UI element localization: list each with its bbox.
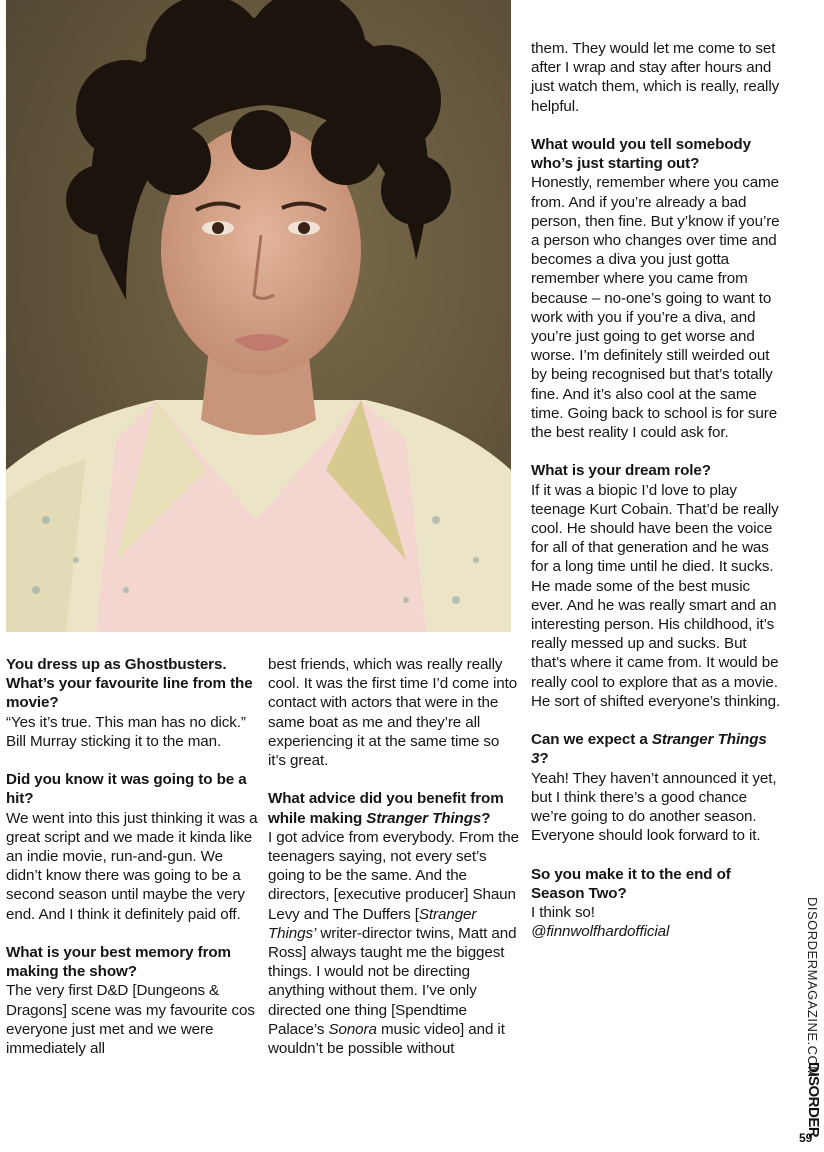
question-season-three	[531, 730, 781, 768]
question-end-of-season: So you make it to the end of Season Two?	[531, 865, 731, 902]
show-title: Stranger Things 3	[531, 731, 767, 768]
answer-advice-text-3: music video] and it wouldn’t be possible without	[268, 1020, 505, 1058]
music-video-title: Sonora	[328, 1020, 377, 1038]
answer-starting-out: Honestly, remember where you came from. And if you’re already a bad person, then fine. But y’know if you’re a person who changes over time and becomes a diva you just gotta remember where you came from because – no-one’s going to want to work with you if you’re a diva, and you’re just going to get worse and worse. I’m definitely still weirded out by being recognised but that’s totally fine. And it’s also cool at the same time. Going back to school is for sure the best reality I could ask for.	[531, 174, 780, 442]
magazine-logo: DISORDER	[805, 1062, 822, 1138]
answer-season-three: Yeah! They haven’t announced it yet, but I think there’s a good chance we’re going to do another season. Everyone should look forward to it.	[531, 769, 777, 845]
answer-end-of-season: I think so!	[531, 904, 595, 922]
article-column-1	[6, 655, 258, 1058]
question-season-three-text: Can we expect a	[531, 731, 652, 749]
question-mark: ?	[481, 809, 491, 827]
show-title: Stranger Things’	[268, 905, 477, 942]
answer-advice-text-1: I got advice from everybody. From the teenagers saying, not every set’s going to be the same. And the directors, [executive producer] Shaun Levy and The Duffers [	[268, 828, 519, 923]
question-dream-role: What is your dream role?	[531, 462, 711, 480]
answer-dream-role: If it was a biopic I’d love to play teenage Kurt Cobain. That’d be really cool. He should have been the voice for all of that generation and he was for a long time until he died. It sucks. He made some of the best music ever. And he was really smart and an interesting person. His childhood, it’s really messed up and sucks. But that’s where it came from. It would be really cool to explore that as a movie. He sort of shifted everyone’s thinking.	[531, 481, 781, 710]
magazine-url: DISORDERMAGAZINE.COM	[805, 897, 820, 1078]
answer-favourite-line: “Yes it’s true. This man has no dick.” Bill Murray sticking it to the man.	[6, 713, 246, 750]
question-advice	[268, 789, 520, 827]
question-starting-out: What would you tell somebody who’s just starting out?	[531, 136, 751, 173]
portrait-photo	[6, 0, 511, 632]
question-advice-text: What advice did you benefit from while making	[268, 790, 504, 827]
page-number: 59	[799, 1131, 813, 1145]
article-column-2	[268, 655, 520, 1058]
article-column-3	[531, 39, 781, 941]
answer-hit: We went into this just thinking it was a great script and we made it kinda like an indie movie, run-and-gun. We didn’t know there was going to be a second season until maybe the very end. And I think it definitely paid off.	[6, 809, 258, 923]
question-best-memory: What is your best memory from making the show?	[6, 944, 231, 981]
show-title: Stranger Things	[366, 809, 482, 827]
answer-advice	[268, 828, 520, 1058]
answer-best-memory-continued: best friends, which was really really cool. It was the first time I’d come into contact with actors that were in the same boat as me and they’re all experiencing it at the same time so it’s great.	[268, 656, 518, 770]
answer-best-memory: The very first D&D [Dungeons & Dragons] scene was my favourite cos everyone just met and we were immediately all	[6, 982, 255, 1058]
portrait-illustration	[6, 0, 511, 632]
question-hit: Did you know it was going to be a hit?	[6, 771, 247, 808]
answer-advice-continued: them. They would let me come to set after I wrap and stay after hours and just watch them, which is really, really helpful.	[531, 40, 780, 115]
question-favourite-line: You dress up as Ghostbusters. What’s your favourite line from the movie?	[6, 656, 253, 712]
answer-advice-text-2: writer-director twins, Matt and Ross] always taught me the biggest things. I would not be directing anything without them. I’ve only directed one thing [Spendtime Palace’s	[268, 924, 517, 1038]
social-handle: @finnwolfhardofficial	[531, 923, 670, 941]
question-mark: ?	[539, 750, 549, 768]
